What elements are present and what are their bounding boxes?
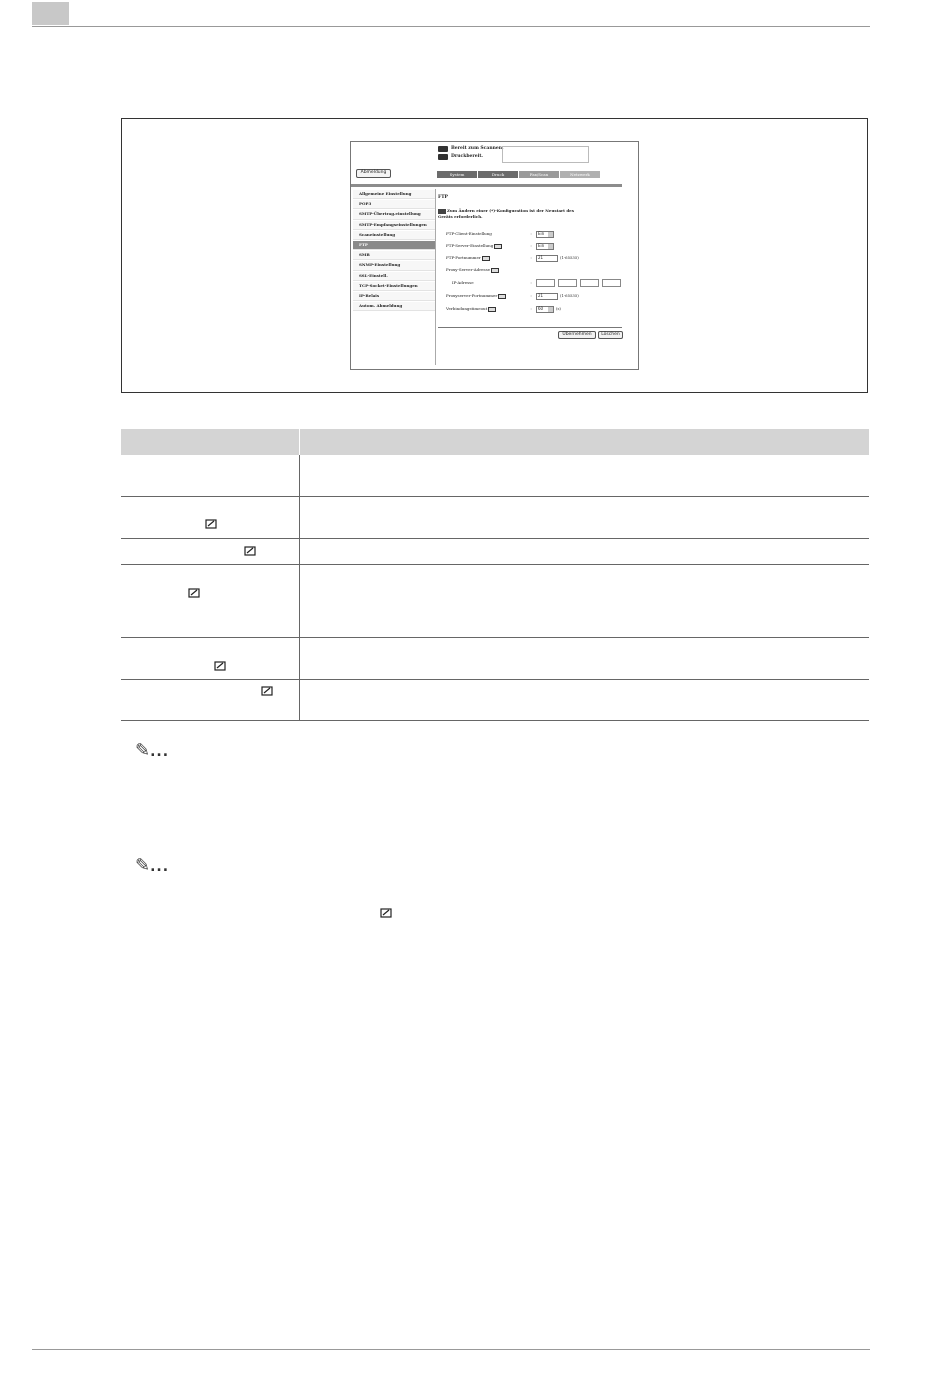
- scan-status-text: Bereit zum Scannen.: [451, 145, 504, 151]
- ftp-port-label: [446, 256, 526, 261]
- ip-octet-4-input[interactable]: [602, 279, 621, 287]
- tab-druck[interactable]: Druck: [478, 171, 518, 178]
- colon-separator: :: [530, 255, 532, 260]
- table-row-divider: [121, 496, 869, 497]
- restart-required-icon: [482, 256, 490, 261]
- page-corner-tab: [32, 2, 69, 25]
- sidebar-item-ftp[interactable]: FTP: [353, 241, 435, 250]
- ip-address-row: [452, 279, 624, 287]
- ip-address-label: IP-Adresse: [452, 280, 474, 285]
- restart-required-icon: [488, 307, 496, 312]
- printer-icon: [438, 154, 448, 160]
- colon-separator: :: [530, 231, 532, 236]
- sidebar-item-ssl[interactable]: SSL-Einstell.: [353, 272, 435, 281]
- ip-octet-2-input[interactable]: [558, 279, 577, 287]
- colon-separator: :: [530, 293, 532, 298]
- main-tabs: [437, 171, 600, 178]
- ftp-server-label-text: FTP-Server-Einstellung: [446, 243, 494, 248]
- restart-required-icon: [205, 518, 217, 529]
- sidebar-item-scaneinstellung[interactable]: Scaneinstellung: [353, 231, 435, 240]
- restart-required-icon: [261, 685, 273, 696]
- ftp-port-hint: (1-65535): [560, 255, 579, 261]
- proxy-port-label-text: Proxyserver-Portnummer: [446, 293, 498, 298]
- sidebar-item-smb[interactable]: SMB: [353, 251, 435, 260]
- proxy-port-label: [446, 294, 526, 299]
- colon-separator: :: [530, 306, 532, 311]
- tab-underline-bar: [351, 184, 622, 187]
- tab-system[interactable]: System: [437, 171, 477, 178]
- sidebar-item-pop3[interactable]: POP3: [353, 200, 435, 209]
- table-row-divider: [121, 679, 869, 680]
- ip-octet-3-input[interactable]: [580, 279, 599, 287]
- ftp-settings-screenshot: [350, 141, 639, 370]
- pencil-note-icon: ✎: [135, 740, 151, 761]
- table-row-divider: [121, 564, 869, 565]
- tab-netzwerk[interactable]: Netzwerk: [560, 171, 600, 178]
- table-header: [121, 429, 869, 455]
- sidebar-divider: [435, 189, 436, 365]
- proxy-address-label-text: Proxy-Server-Adresse: [446, 267, 490, 272]
- restart-required-icon: [244, 545, 256, 556]
- note-dots: ...: [150, 859, 170, 875]
- timeout-label: [446, 307, 526, 312]
- sidebar-item-allgemeine-einstellung[interactable]: Allgemeine Einstellung: [353, 190, 435, 199]
- restart-required-icon: [494, 244, 502, 249]
- note-block-2: [135, 855, 169, 876]
- restart-required-icon: [498, 294, 506, 299]
- logout-button[interactable]: Abmeldung: [356, 169, 391, 178]
- footer-rule: [32, 1349, 870, 1350]
- proxy-port-hint: (1-65535): [560, 293, 579, 299]
- note-block-1: [135, 740, 169, 761]
- table-row-divider: [121, 720, 869, 721]
- restart-required-icon: [380, 907, 392, 918]
- page-title: FTP: [438, 195, 448, 200]
- restart-required-icon: [491, 268, 499, 273]
- button-separator: [438, 327, 622, 328]
- pencil-note-icon: ✎: [135, 855, 151, 876]
- sidebar-item-ip-relais[interactable]: IP-Relais: [353, 292, 435, 301]
- proxy-port-row: [446, 292, 579, 300]
- ip-octet-1-input[interactable]: [536, 279, 555, 287]
- restart-required-icon: [214, 660, 226, 671]
- ftp-port-input[interactable]: 21: [536, 255, 558, 262]
- scan-status: [438, 146, 504, 152]
- timeout-label-text: Verbindungstimeout: [446, 306, 488, 311]
- timeout-select[interactable]: 60: [536, 306, 554, 313]
- colon-separator: :: [530, 280, 532, 285]
- header-rule: [32, 26, 870, 27]
- ftp-port-row: [446, 254, 579, 262]
- proxy-address-label: [446, 268, 526, 273]
- sidebar-item-tcp-socket[interactable]: TCP-Socket-Einstellungen: [353, 282, 435, 291]
- sidebar-item-autom-abmeldung[interactable]: Autom. Abmeldung: [353, 302, 435, 311]
- message-box: [502, 146, 589, 163]
- apply-button[interactable]: Übernehmen: [558, 331, 596, 339]
- restart-required-icon: [188, 587, 200, 598]
- print-status: [438, 154, 483, 160]
- proxy-address-row: [446, 266, 526, 274]
- restart-note: [438, 208, 578, 219]
- colon-separator: :: [530, 243, 532, 248]
- tab-fax-scan[interactable]: Fax/Scan: [519, 171, 559, 178]
- table-row-divider: [121, 637, 869, 638]
- ftp-client-row: [446, 230, 554, 238]
- table-column-divider: [299, 455, 300, 720]
- restart-note-text: Zum Ändern einer (*)-Konfiguration ist der Neustart des Geräts erforderlich.: [438, 208, 574, 219]
- timeout-row: [446, 305, 561, 313]
- print-status-text: Druckbereit.: [451, 153, 484, 159]
- delete-button[interactable]: Löschen: [598, 331, 623, 339]
- sidebar-item-smtp-empfang[interactable]: SMTP-Empfangseinstellungen: [353, 221, 435, 230]
- ftp-client-select[interactable]: Ein: [536, 231, 554, 238]
- ftp-server-select[interactable]: Ein: [536, 243, 554, 250]
- ftp-server-label: [446, 244, 526, 249]
- note-dots: ...: [150, 744, 170, 760]
- ftp-server-row: [446, 242, 554, 250]
- ftp-port-label-text: FTP-Portnummer: [446, 255, 481, 260]
- settings-sidebar: [353, 190, 435, 312]
- proxy-port-input[interactable]: 21: [536, 293, 558, 300]
- scanner-icon: [438, 146, 448, 152]
- table-row-divider: [121, 538, 869, 539]
- sidebar-item-snmp[interactable]: SNMP-Einstellung: [353, 261, 435, 270]
- ftp-client-label: FTP-Client-Einstellung: [446, 231, 492, 236]
- table-header-divider: [299, 429, 300, 455]
- sidebar-item-smtp-uebertrag[interactable]: SMTP-Übertrag.einstellung: [353, 210, 435, 219]
- timeout-unit: (s): [556, 306, 561, 312]
